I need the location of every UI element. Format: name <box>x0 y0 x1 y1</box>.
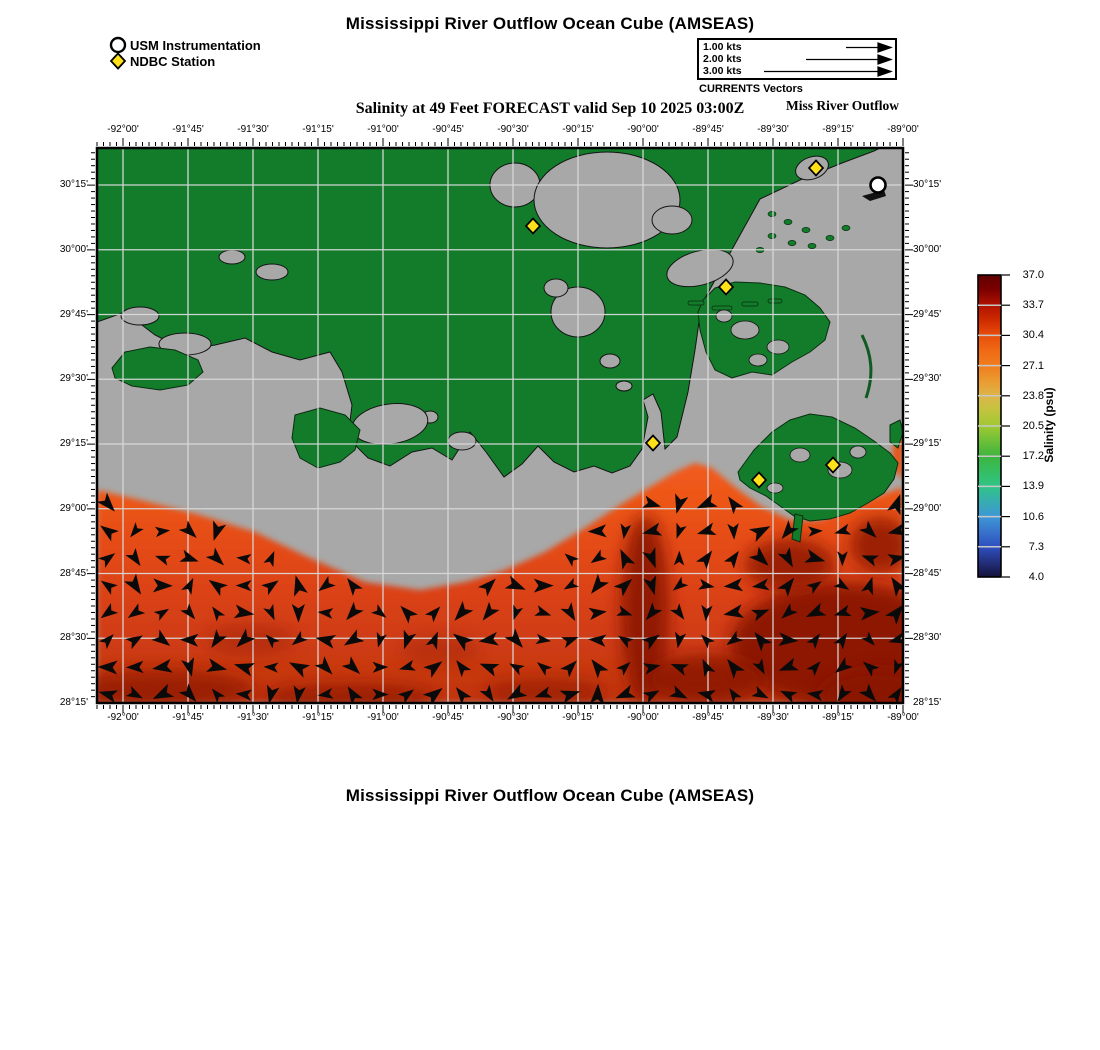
lat-label-right: 29°30' <box>913 373 942 385</box>
lon-label-top: -89°00' <box>887 124 919 135</box>
lon-label-bottom: -89°15' <box>822 712 854 723</box>
lat-label-left: 30°15' <box>59 179 88 190</box>
lat-label-right: 30°15' <box>913 179 942 190</box>
lon-label-top: -89°15' <box>822 124 854 135</box>
plot-subtitle: Salinity at 49 Feet FORECAST valid Sep 10 2025 03:00Z <box>355 100 745 117</box>
footer-title: Mississippi River Outflow Ocean Cube (AMSEAS) <box>345 786 755 805</box>
gray-lagoon <box>749 354 767 366</box>
gray-lake <box>534 152 680 248</box>
lon-label-top: -90°45' <box>432 124 464 135</box>
marsh-speck <box>788 240 796 245</box>
gray-lake <box>219 250 245 264</box>
gray-lake <box>448 432 476 450</box>
barrier-island <box>712 306 732 310</box>
gray-lagoon <box>790 448 810 462</box>
marsh-speck <box>784 219 792 224</box>
colorbar-tick-label: 7.3 <box>1028 540 1044 553</box>
lon-label-bottom: -92°00' <box>107 712 139 723</box>
lon-label-bottom: -89°45' <box>692 712 724 723</box>
vector-legend-caption: CURRENTS Vectors <box>699 83 803 95</box>
lat-label-left: 28°45' <box>59 567 88 579</box>
colorbar-tick-label: 37.0 <box>1022 269 1044 281</box>
lon-label-bottom: -90°30' <box>497 712 529 723</box>
usm-circle-icon <box>111 38 125 52</box>
lon-label-top: -91°30' <box>237 124 269 135</box>
lat-label-right: 28°45' <box>913 567 942 579</box>
gray-lake <box>616 381 632 391</box>
marsh-speck <box>826 235 834 240</box>
colorbar-tick-label: 27.1 <box>1022 359 1044 372</box>
colorbar-tick-label: 33.7 <box>1022 299 1044 312</box>
usm-station-marker <box>871 178 886 193</box>
page-title: Mississippi River Outflow Ocean Cube (AMSEAS) <box>345 14 755 33</box>
lon-label-bottom: -91°30' <box>237 712 269 723</box>
lat-label-right: 29°00' <box>913 502 942 514</box>
gray-lake <box>256 264 288 280</box>
gray-lagoon <box>767 483 783 493</box>
gray-lake <box>600 354 620 368</box>
colorbar-tick-label: 17.2 <box>1022 450 1044 463</box>
lat-label-left: 28°15' <box>59 697 88 708</box>
colorbar-tick-label: 10.6 <box>1022 510 1044 523</box>
gray-lagoon <box>767 340 789 354</box>
lon-label-top: -91°00' <box>367 124 399 135</box>
legend-ndbc-label: NDBC Station <box>130 54 216 69</box>
lon-label-top: -91°15' <box>302 124 334 135</box>
lon-label-bottom: -90°15' <box>562 712 594 723</box>
lat-label-left: 30°00' <box>59 243 88 255</box>
colorbar-tick-label: 13.9 <box>1022 480 1044 493</box>
colorbar-tick-label: 20.5 <box>1022 420 1044 432</box>
lon-label-bottom: -90°45' <box>432 712 464 723</box>
colorbar-title: Salinity (psu) <box>1042 387 1056 463</box>
map-area <box>65 148 960 720</box>
lat-label-left: 29°30' <box>59 373 88 385</box>
barrier-island <box>768 299 782 303</box>
lon-label-bottom: -91°15' <box>302 712 334 723</box>
lon-label-top: -91°45' <box>172 124 204 135</box>
gray-lagoon <box>716 310 732 322</box>
lat-label-left: 28°30' <box>59 632 88 644</box>
lat-label-right: 30°00' <box>913 243 942 255</box>
marsh-speck <box>768 233 776 238</box>
gray-lake <box>652 206 692 234</box>
lat-label-left: 29°15' <box>59 438 88 449</box>
lat-label-right: 29°15' <box>913 438 942 449</box>
lat-label-right: 28°15' <box>913 697 942 708</box>
lat-label-right: 28°30' <box>913 632 942 644</box>
lon-label-top: -89°30' <box>757 124 789 135</box>
gray-lagoon <box>850 446 866 458</box>
colorbar-tick-label: 23.8 <box>1022 389 1044 402</box>
gray-lagoon <box>731 321 759 339</box>
lon-label-bottom: -91°00' <box>367 712 399 723</box>
lon-label-bottom: -89°00' <box>887 712 919 723</box>
lon-label-top: -92°00' <box>107 124 139 135</box>
legend-usm-label: USM Instrumentation <box>130 38 261 53</box>
ndbc-diamond-icon <box>111 54 125 69</box>
lon-label-top: -90°00' <box>627 124 659 135</box>
miss-river-outflow-label: Miss River Outflow <box>786 98 899 113</box>
lat-label-left: 29°45' <box>59 308 88 320</box>
colorbar-tick-label: 30.4 <box>1022 329 1044 342</box>
lat-label-right: 29°45' <box>913 308 942 320</box>
vector-entry-1: 1.00 kts <box>703 41 742 53</box>
marsh-speck <box>802 227 810 232</box>
vector-entry-3: 3.00 kts <box>703 65 742 77</box>
colorbar-tick-label: 4.0 <box>1028 571 1044 583</box>
barrier-island <box>688 301 704 305</box>
marsh-speck <box>808 243 816 248</box>
barrier-island <box>742 302 758 306</box>
lon-label-bottom: -91°45' <box>172 712 204 723</box>
gray-lake <box>121 307 159 325</box>
lon-label-top: -89°45' <box>692 124 724 135</box>
lon-label-bottom: -90°00' <box>627 712 659 723</box>
gray-lake <box>544 279 568 297</box>
lon-label-bottom: -89°30' <box>757 712 789 723</box>
lon-label-top: -90°15' <box>562 124 594 135</box>
vector-entry-2: 2.00 kts <box>703 53 742 65</box>
lat-label-left: 29°00' <box>59 502 88 514</box>
marsh-speck <box>842 225 850 230</box>
lon-label-top: -90°30' <box>497 124 529 135</box>
marsh-speck <box>768 211 776 216</box>
